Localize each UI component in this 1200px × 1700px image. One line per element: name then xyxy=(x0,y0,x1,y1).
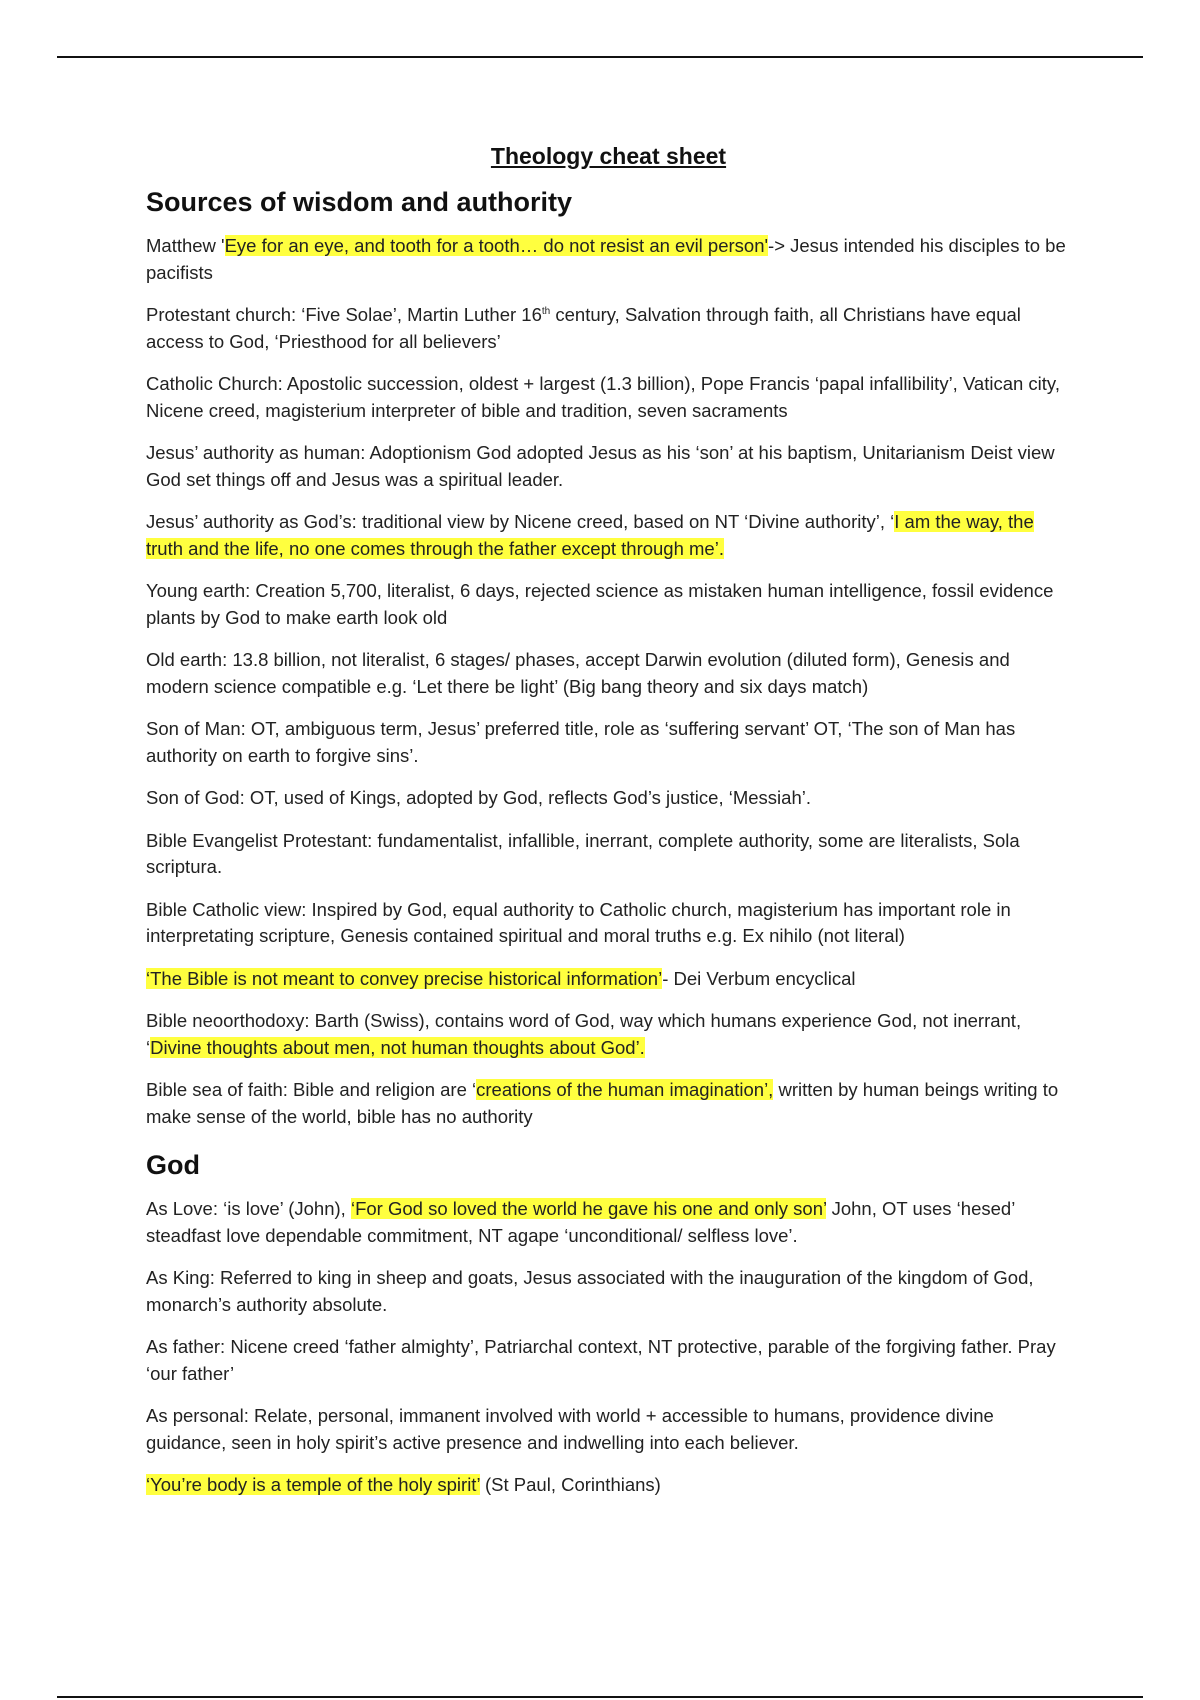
text-run: John, OT uses ‘hesed’ steadfast love dependable commitment, NT agape ‘unconditional/ selfless love’. xyxy=(146,1198,1015,1246)
paragraph xyxy=(146,440,1071,493)
highlighted-quote: ‘You’re body is a temple of the holy spirit’ xyxy=(146,1474,480,1495)
bottom-rule xyxy=(57,1696,1143,1698)
text-run: Matthew ' xyxy=(146,235,225,256)
text-run: As King: Referred to king in sheep and goats, Jesus associated with the inauguration of the kingdom of God, monarch’s authority absolute. xyxy=(146,1267,1034,1315)
text-run: Bible Evangelist Protestant: fundamentalist, infallible, inerrant, complete authority, some are literalists, Sola scriptura. xyxy=(146,829,1020,877)
paragraph xyxy=(146,828,1071,881)
document-body xyxy=(146,141,1071,1515)
paragraph-list xyxy=(146,233,1071,1130)
text-run: - Dei Verbum encyclical xyxy=(662,967,856,989)
text-run: Jesus’ authority as God’s: traditional view by Nicene creed, based on NT ‘Divine authority’, ‘ xyxy=(146,511,895,532)
paragraph xyxy=(146,1077,1071,1130)
paragraph xyxy=(146,1008,1071,1061)
paragraph xyxy=(146,1265,1071,1318)
page-title: Theology cheat sheet xyxy=(490,143,727,169)
paragraph xyxy=(146,647,1071,700)
paragraph xyxy=(146,897,1071,950)
text-run: Son of Man: OT, ambiguous term, Jesus’ preferred title, role as ‘suffering servant’ OT, ‘The son of Man has authority on earth to forgive sins’. xyxy=(146,718,1016,766)
highlighted-quote: ‘For God so loved the world he gave his one and only son’ xyxy=(350,1198,827,1219)
highlighted-quote: Divine thoughts about men, not human thoughts about God’. xyxy=(150,1036,645,1058)
paragraph-list xyxy=(146,1196,1071,1499)
section-sources xyxy=(146,185,1071,1130)
text-run: Son of God: OT, used of Kings, adopted by God, reflects God’s justice, ‘Messiah’. xyxy=(146,787,811,808)
section-heading: God xyxy=(146,1150,200,1180)
text-run: Bible Catholic view: Inspired by God, equal authority to Catholic church, magisterium has important role in interpretating scripture, Genesis contained spiritual and moral truths e.g. Ex nihilo (not literal) xyxy=(146,898,1011,946)
paragraph xyxy=(146,1196,1071,1249)
paragraph xyxy=(146,1403,1071,1456)
paragraph xyxy=(146,578,1071,631)
section-heading: Sources of wisdom and authority xyxy=(146,187,573,217)
paragraph xyxy=(146,371,1071,424)
text-run: -> Jesus intended his disciples to be pacifists xyxy=(146,235,1066,283)
text-run: As father: Nicene creed ‘father almighty’, Patriarchal context, NT protective, parable of the forgiving father. Pray ‘our father’ xyxy=(146,1336,1056,1384)
text-run: As Love: ‘is love’ (John), xyxy=(146,1198,351,1219)
text-run: Protestant church: ‘Five Solae’, Martin Luther 16 xyxy=(146,304,542,325)
highlighted-quote: creations of the human imagination’, xyxy=(476,1079,774,1100)
section-god xyxy=(146,1148,1071,1499)
text-run: Catholic Church: Apostolic succession, oldest + largest (1.3 billion), Pope Francis ‘papal infallibility’, Vatican city, Nicene creed, magisterium interpreter of bible and tradition, seven sacraments xyxy=(146,373,1060,421)
paragraph xyxy=(146,233,1071,286)
top-rule xyxy=(57,56,1143,58)
highlighted-quote: Eye for an eye, and tooth for a tooth… do not resist an evil person' xyxy=(224,235,769,256)
text-run: written by human beings writing to make sense of the world, bible has no authority xyxy=(146,1079,1059,1127)
paragraph xyxy=(146,716,1071,769)
highlighted-quote: I am the way, the truth and the life, no one comes through the father except through me’. xyxy=(146,511,1034,559)
paragraph xyxy=(146,966,1071,993)
text-run: Young earth: Creation 5,700, literalist, 6 days, rejected science as mistaken human intelligence, fossil evidence plants by God to make earth look old xyxy=(146,580,1054,628)
superscript: th xyxy=(541,305,551,317)
paragraph xyxy=(146,1472,1071,1499)
paragraph xyxy=(146,302,1071,355)
paragraph xyxy=(146,509,1071,562)
paragraph xyxy=(146,1334,1071,1387)
paragraph xyxy=(146,785,1071,812)
text-run: (St Paul, Corinthians) xyxy=(479,1474,661,1495)
text-run: Old earth: 13.8 billion, not literalist, 6 stages/ phases, accept Darwin evolution (diluted form), Genesis and modern science compatible e.g. ‘Let there be light’ (Big bang theory and six days match) xyxy=(146,649,1010,697)
highlighted-quote: ‘The Bible is not meant to convey precise historical information’ xyxy=(146,967,663,989)
text-run: Jesus’ authority as human: Adoptionism God adopted Jesus as his ‘son’ at his baptism, Unitarianism Deist view God set things off and Jesus was a spiritual leader. xyxy=(146,442,1055,490)
text-run: century, Salvation through faith, all Christians have equal access to God, ‘Priesthood for all believers’ xyxy=(146,304,1021,352)
text-run: As personal: Relate, personal, immanent involved with world + accessible to humans, providence divine guidance, seen in holy spirit’s active presence and indwelling into each believer. xyxy=(146,1405,994,1453)
text-run: Bible sea of faith: Bible and religion are ‘ xyxy=(146,1079,477,1100)
text-run: Bible neoorthodoxy: Barth (Swiss), contains word of God, way which humans experience God, not inerrant, ‘ xyxy=(146,1010,1022,1058)
